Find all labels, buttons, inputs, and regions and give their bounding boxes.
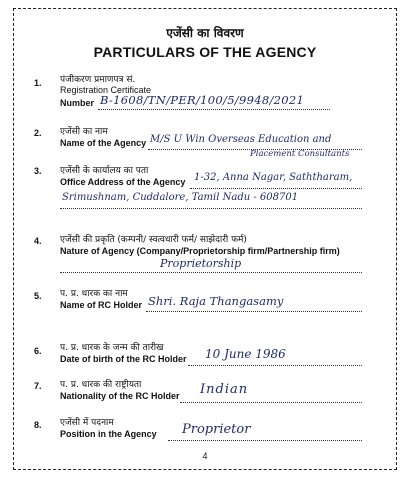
field-8-label-hindi: एजेंसी में पदनाम — [60, 418, 114, 428]
field-7-label-hindi: प. प्र. धारक की राष्ट्रीयता — [60, 380, 142, 390]
field-7-number: 7. — [34, 381, 42, 391]
page-number: 4 — [202, 451, 208, 461]
field-6-line — [188, 365, 362, 366]
field-8-line — [168, 440, 362, 441]
field-6-number: 6. — [34, 346, 42, 356]
field-1-label-en-line1: Registration Certificate — [60, 85, 152, 95]
field-5-label-hindi: प. प्र. धारक का नाम — [60, 289, 128, 299]
field-8-number: 8. — [34, 420, 42, 430]
field-3-line-1 — [190, 188, 362, 189]
field-7-label-en: Nationality of the RC Holder — [60, 391, 180, 401]
field-5-line — [146, 311, 362, 312]
agency-position-value: Proprietor — [182, 422, 251, 437]
field-2-label-en: Name of the Agency — [60, 138, 147, 148]
rc-holder-name-value: Shri. Raja Thangasamy — [148, 294, 284, 308]
title-hindi: एजेंसी का विवरण — [166, 26, 244, 40]
office-address-value-line2: Srimushnam, Cuddalore, Tamil Nadu - 608701 — [62, 192, 299, 203]
field-6-label-en: Date of birth of the RC Holder — [60, 354, 187, 364]
field-6-label-hindi: प. प्र. धारक के जन्म की तारीख — [60, 343, 164, 353]
field-5-label-en: Name of RC Holder — [60, 300, 143, 310]
field-7-line — [180, 402, 362, 403]
agency-name-value-line2: Placement Consultants — [250, 149, 350, 159]
field-3-line-2 — [60, 208, 362, 209]
field-4-label-hindi: एजेंसी की प्रकृति (कम्पनी/ स्वत्वधारी फर्म/ साझेदारी फर्म) — [60, 235, 247, 245]
page-title: PARTICULARS OF THE AGENCY — [93, 44, 317, 60]
field-8-label-en: Position in the Agency — [60, 429, 157, 439]
rc-holder-nationality-value: Indian — [200, 382, 249, 397]
field-4-line — [60, 272, 362, 273]
field-1-label-hindi: पंजीकरण प्रमाणपत्र सं. — [60, 75, 136, 85]
agency-name-value-line1: M/S U Win Overseas Education and — [150, 134, 332, 145]
field-3-number: 3. — [34, 166, 42, 176]
rc-holder-dob-value: 10 June 1986 — [205, 347, 286, 361]
field-4-number: 4. — [34, 236, 42, 246]
field-1-number: 1. — [34, 78, 42, 88]
agency-nature-value: Proprietorship — [160, 257, 242, 270]
field-2-number: 2. — [34, 128, 42, 138]
office-address-value-line1: 1-32, Anna Nagar, Saththaram, — [194, 172, 353, 183]
field-3-label-en: Office Address of the Agency — [60, 177, 186, 187]
registration-number-value: B-1608/TN/PER/100/5/9948/2021 — [100, 93, 305, 107]
field-1-label-en-line2: Number — [60, 98, 95, 108]
field-3-label-hindi: एजेंसी के कार्यालय का पता — [60, 166, 149, 176]
field-1-line — [98, 109, 330, 110]
field-4-label-en: Nature of Agency (Company/Proprietorship firm/Partnership firm) — [60, 246, 340, 256]
field-5-number: 5. — [34, 291, 42, 301]
field-2-label-hindi: एजेंसी का नाम — [60, 127, 108, 137]
